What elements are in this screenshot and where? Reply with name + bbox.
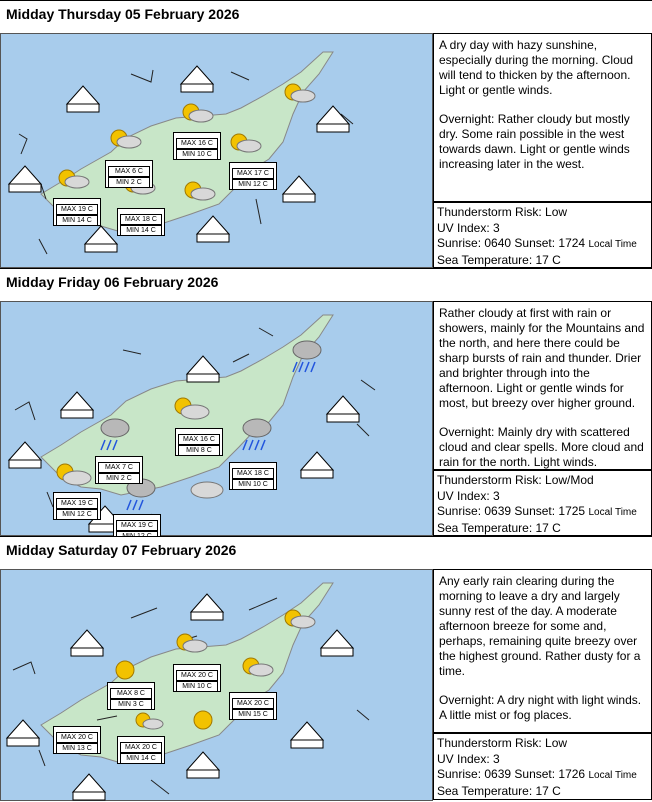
min-temp: MIN 15 C	[232, 709, 274, 720]
min-temp: MIN 13 C	[56, 743, 98, 754]
sun-times	[437, 767, 648, 784]
max-temp: MAX 17 C	[232, 168, 274, 179]
min-temp: MIN 8 C	[178, 445, 220, 456]
min-temp: MIN 10 C	[176, 149, 218, 160]
max-temp: MAX 16 C	[176, 138, 218, 149]
weather-map	[0, 569, 433, 801]
max-temp: MAX 20 C	[56, 732, 98, 743]
temperature-box	[173, 664, 221, 692]
max-temp: MAX 8 C	[110, 688, 152, 699]
temperature-box	[53, 492, 101, 520]
temperature-box	[105, 160, 153, 188]
day-title: Midday Friday 06 February 2026	[0, 268, 652, 294]
temperature-box	[229, 162, 277, 190]
min-temp: MIN 14 C	[120, 753, 162, 764]
max-temp: MAX 16 C	[178, 434, 220, 445]
day-title: Midday Saturday 07 February 2026	[0, 536, 652, 562]
forecast-night: Overnight: Mainly dry with scattered cloud and clear spells. More cloud and rain for the north. Light winds.	[439, 425, 644, 469]
uv-index: UV Index: 3	[437, 751, 500, 766]
forecast-text	[433, 569, 652, 733]
wind-arrow-icon	[357, 424, 369, 436]
forecast-day: A dry day with hazy sunshine, especially during the morning. Cloud will tend to thicken by the afternoon. Light or gentle winds.	[439, 38, 634, 97]
max-temp: MAX 18 C	[232, 468, 274, 479]
temperature-box	[117, 208, 165, 236]
wind-arrow-icon	[123, 350, 141, 354]
temperature-box	[107, 682, 155, 710]
max-temp: MAX 6 C	[108, 166, 150, 177]
wind-arrow-icon	[131, 70, 153, 82]
local-time-label: Local Time	[588, 507, 637, 518]
forecast-night: Overnight: A dry night with light winds. A little mist or fog places.	[439, 693, 642, 722]
wind-arrow-icon	[15, 402, 35, 420]
wind-arrow-icon	[259, 328, 273, 336]
local-time-label: Local Time	[588, 770, 637, 781]
wind-arrow-icon	[39, 750, 45, 766]
min-temp: MIN 14 C	[56, 215, 98, 226]
weather-map	[0, 301, 433, 536]
min-temp: MIN 14 C	[120, 225, 162, 236]
sea-temperature: Sea Temperature: 17 C	[437, 252, 561, 267]
sunrise-sunset: Sunrise: 0640 Sunset: 1724	[437, 236, 586, 250]
temperature-box	[117, 736, 165, 764]
wind-arrow-icon	[19, 134, 27, 154]
stats-box	[433, 202, 652, 268]
uv-index: UV Index: 3	[437, 220, 500, 235]
forecast-text	[433, 33, 652, 202]
forecast-day: Rather cloudy at first with rain or showers, mainly for the Mountains and the north, and here there could be sharp bursts of rain and thunder. Drier and brighter through into the afternoon. Light or gentle winds for most, but breezy over higher ground.	[439, 306, 645, 410]
min-temp: MIN 2 C	[98, 473, 140, 484]
wind-arrow-icon	[256, 199, 261, 224]
sun-times	[437, 504, 648, 521]
min-temp: MIN 12 C	[56, 509, 98, 520]
wind-arrow-icon	[361, 380, 375, 390]
thunderstorm-risk: Thunderstorm Risk: Low/Mod	[437, 473, 594, 487]
wind-arrow-icon	[233, 354, 249, 362]
max-temp: MAX 20 C	[232, 698, 274, 709]
sea-temperature: Sea Temperature: 17 C	[437, 520, 561, 535]
sunrise-sunset: Sunrise: 0639 Sunset: 1726	[437, 767, 586, 781]
sun-times	[437, 236, 648, 253]
max-temp: MAX 19 C	[56, 204, 98, 215]
forecast-night: Overnight: Rather cloudy but mostly dry. Some rain possible in the west towards dawn. Light or gentle winds increasing later in the west.	[439, 112, 630, 171]
min-temp: MIN 2 C	[108, 177, 150, 188]
max-temp: MAX 19 C	[116, 520, 158, 531]
wind-arrow-icon	[131, 608, 157, 618]
forecast-day: Any early rain clearing during the morning to leave a dry and largely sunny rest of the day. A moderate afternoon breeze for some and, perhaps, remaining quite breezy over the highest ground. Rather dusty for a time.	[439, 574, 641, 678]
sunrise-sunset: Sunrise: 0639 Sunset: 1725	[437, 504, 586, 518]
forecast-text	[433, 301, 652, 470]
stats-box	[433, 733, 652, 800]
temperature-box	[175, 428, 223, 456]
weather-map	[0, 33, 433, 268]
temperature-box	[95, 456, 143, 484]
wind-arrow-icon	[231, 72, 249, 80]
local-time-label: Local Time	[588, 239, 637, 250]
temperature-box	[229, 462, 277, 490]
uv-index: UV Index: 3	[437, 488, 500, 503]
thunderstorm-risk: Thunderstorm Risk: Low	[437, 205, 568, 219]
stats-box	[433, 470, 652, 536]
wind-arrow-icon	[39, 239, 47, 254]
temperature-box	[173, 132, 221, 160]
wind-arrow-icon	[249, 598, 277, 610]
day-title: Midday Thursday 05 February 2026	[0, 0, 652, 26]
max-temp: MAX 18 C	[120, 214, 162, 225]
max-temp: MAX 19 C	[56, 498, 98, 509]
thunderstorm-risk: Thunderstorm Risk: Low	[437, 736, 568, 750]
temperature-box	[229, 692, 277, 720]
temperature-box	[53, 726, 101, 754]
min-temp: MIN 12 C	[232, 179, 274, 190]
wind-arrow-icon	[357, 710, 369, 720]
temperature-box	[53, 198, 101, 226]
min-temp: MIN 3 C	[110, 699, 152, 710]
wind-arrow-icon	[151, 780, 169, 794]
max-temp: MAX 20 C	[176, 670, 218, 681]
max-temp: MAX 20 C	[120, 742, 162, 753]
min-temp: MIN 10 C	[176, 681, 218, 692]
max-temp: MAX 7 C	[98, 462, 140, 473]
wind-arrow-icon	[13, 662, 35, 674]
min-temp: MIN 10 C	[232, 479, 274, 490]
sea-temperature: Sea Temperature: 17 C	[437, 783, 561, 798]
